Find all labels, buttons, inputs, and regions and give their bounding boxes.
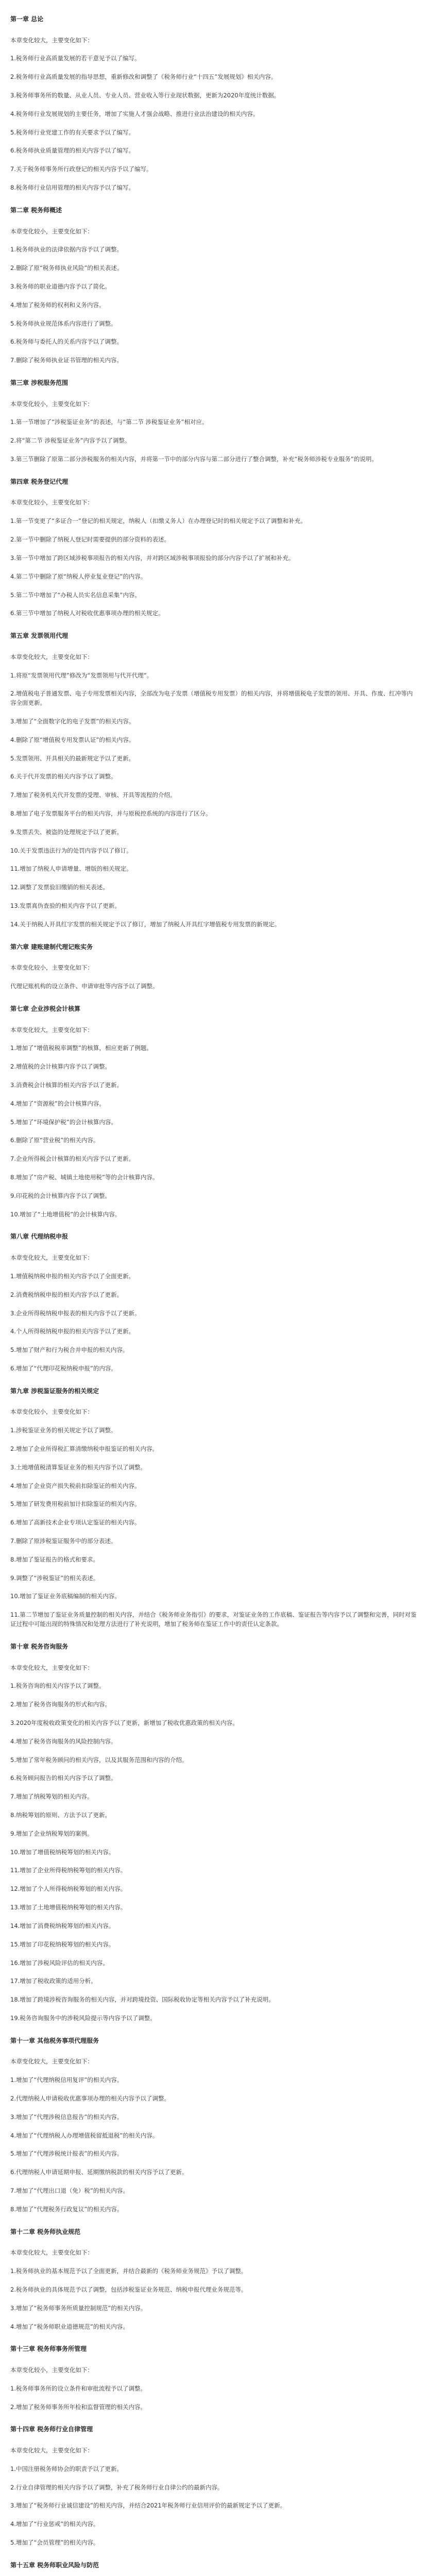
paragraph: 6.删除了原“营业税”的相关内容。 <box>10 1137 99 1144</box>
paragraph: 3.增加了“代理涉税信息报告”的相关内容。 <box>10 2113 123 2121</box>
chapter-title: 第十四章 税务师行业自律管理 <box>10 2426 93 2433</box>
paragraph: 本章变化较小，主要变化如下： <box>10 964 93 972</box>
chapter-section <box>10 197 418 370</box>
paragraph: 9.增加了企业纳税筹划的案例。 <box>10 1829 93 1837</box>
paragraph: 3.第三节删除了原第二部分涉税服务的相关内容，并将第一节中的部分内容与第二部分进行了整合调整，补充“税务师涉税专业服务”的说明。 <box>10 455 378 463</box>
paragraph: 9.印花税的会计核算内容予以了调整。 <box>10 1192 111 1199</box>
paragraph: 6.税务师执业质量管理的相关内容予以了编写。 <box>10 147 134 155</box>
paragraph: 8.税务师行业信用管理的相关内容予以了编写。 <box>10 184 134 192</box>
paragraph: 3.增加了“税务师事务所质量控制规范”的相关内容。 <box>10 2304 147 2312</box>
paragraph: 4.增加了“资源税”的会计核算内容。 <box>10 1099 105 1107</box>
chapter-title: 第十二章 税务师执业规范 <box>10 2228 81 2235</box>
paragraph: 4.第二节中删除了原“纳税人停业复业登记”的内容。 <box>10 572 147 580</box>
chapter-title: 第八章 代理纳税申报 <box>10 1233 69 1241</box>
chapter-section <box>10 469 418 623</box>
paragraph: 2.增加了税务师事务所年检和监督管理的相关内容。 <box>10 2403 146 2411</box>
paragraph: 1.税务咨询的相关内容予以了调整。 <box>10 1682 105 1690</box>
chapter-section <box>10 623 418 934</box>
paragraph: 2.消费税纳税申报的相关内容予以了更新。 <box>10 1291 123 1298</box>
paragraph: 11.第二节增加了鉴证业务质量控制的相关内容，并结合《税务师业务指引》的要求，对鉴证业务的工作底稿、鉴证报告等内容予以了调整和完善，同时对鉴证过程中可能出现的特殊情况和处理方法进行了补充说明，增加了税务师在鉴证工作中的责任认定条款。 <box>10 1611 417 1628</box>
chapter-title: 第十三章 税务师事务所管理 <box>10 2345 87 2353</box>
paragraph: 7.删除了原涉税鉴证服务中的部分表述。 <box>10 1537 117 1545</box>
paragraph: 13.增加了土地增值税纳税筹划的相关内容。 <box>10 1904 127 1911</box>
paragraph: 4.增加了税务咨询服务的风险控制内容。 <box>10 1737 117 1745</box>
chapter-section <box>10 2028 418 2219</box>
paragraph: 6.第三节中增加了纳税人对税收优惠事项办理的相关规定。 <box>10 609 164 617</box>
paragraph: 12.调整了发票验旧缴销的相关表述。 <box>10 884 109 891</box>
paragraph: 18.增加了跨境涉税咨询服务的相关内容，并对跨境投资、国际税收协定等相关内容予以了补充说明。 <box>10 1996 275 2004</box>
paragraph: 4.增加了企业资产损失税前扣除鉴证的相关内容。 <box>10 1482 141 1489</box>
paragraph: 3.2020年度税收政策变化的相关内容予以了更新，新增加了税收优惠政策的相关内容。 <box>10 1719 238 1726</box>
paragraph: 1.税务师行业高质量发展的若干意见予以了编写。 <box>10 55 141 62</box>
paragraph: 6.增加了“代理印花税纳税申报”的内容。 <box>10 1364 117 1372</box>
paragraph: 13.发票真伪查验的相关内容予以了更新。 <box>10 902 121 910</box>
paragraph: 4.增加了“税务师职业道德规范”的相关内容。 <box>10 2323 129 2330</box>
paragraph: 3.企业所得税纳税申报表的相关内容予以了更新。 <box>10 1309 141 1317</box>
chapter-section <box>10 996 418 1224</box>
chapter-title: 第四章 税务登记代理 <box>10 478 69 485</box>
paragraph: 2.将“第二节 涉税鉴证业务”内容予以了调整。 <box>10 437 131 445</box>
paragraph: 10.增加了增值税纳税筹划的相关内容。 <box>10 1848 115 1856</box>
paragraph: 5.增加了常年税务顾问的相关内容，以及其服务范围和内容的介绍。 <box>10 1756 188 1764</box>
paragraph: 本章变化较小，主要变化如下： <box>10 499 93 506</box>
paragraph: 2.税务师行业高质量发展的指导思想，重新修改和调整了《税务师行业“十四五”发展规划》相关内容。 <box>10 73 277 81</box>
paragraph: 1.第一节增加了“涉税鉴证业务”的表述，与“第二节 涉税鉴证业务”相对应。 <box>10 418 208 426</box>
paragraph: 5.增加了财产和行为税合并申报的相关内容。 <box>10 1346 129 1354</box>
paragraph: 8.增加了鉴证报告的格式和要求。 <box>10 1555 99 1563</box>
paragraph: 1.将原“发票领用代理”修改为“发票领用与代开代理”。 <box>10 671 153 679</box>
paragraph: 8.纳税筹划的原则、方法予以了更新。 <box>10 1811 111 1819</box>
paragraph: 3.消费税会计核算的相关内容予以了更新。 <box>10 1081 123 1089</box>
paragraph: 5.第二节中增加了“办税人员实名信息采集”内容。 <box>10 591 141 599</box>
paragraph: 8.增加了“房产税、城镇土地使用税”等的会计核算内容。 <box>10 1174 159 1181</box>
paragraph: 16.增加了涉税风险评估的相关内容。 <box>10 1959 109 1967</box>
chapter-section <box>10 1378 418 1634</box>
paragraph: 2.增加了企业所得税汇算清缴纳税申报鉴证的相关内容。 <box>10 1445 158 1452</box>
paragraph: 6.关于代开发票的相关内容予以了调整。 <box>10 773 117 781</box>
chapter-title: 第六章 建账建制代理记账实务 <box>10 943 93 951</box>
paragraph: 10.增加了“土地增值税”的会计核算内容。 <box>10 1210 121 1218</box>
chapter-section <box>10 6 418 197</box>
paragraph: 本章变化较大，主要变化如下： <box>10 2249 93 2257</box>
paragraph: 1.涉税鉴证业务的相关规定予以了调整。 <box>10 1427 117 1434</box>
chapter-title: 第三章 涉税服务范围 <box>10 379 69 386</box>
paragraph: 1.税务师执业的法律依据内容予以了调整。 <box>10 246 123 253</box>
paragraph: 4.税务师行业发展规划的主要任务，增加了实施人才强会战略、推进行业法治建设的相关内容。 <box>10 110 259 117</box>
paragraph: 代理记账机构的设立条件、申请审批等内容予以了调整。 <box>10 982 159 990</box>
paragraph: 7.增加了税务机关代开发票的受理、审核、开具等流程的介绍。 <box>10 791 176 799</box>
paragraph: 4.删除了原“增值税专用发票认证”的相关内容。 <box>10 736 135 743</box>
paragraph: 5.增加了“会员管理”的相关内容。 <box>10 2539 99 2546</box>
paragraph: 14.关于纳税人开具红字发票的相关规定予以了修订，增加了纳税人开具红字增值税专用发票的新规定。 <box>10 920 281 928</box>
paragraph: 10.增加了鉴证业务底稿编制的相关内容。 <box>10 1592 121 1600</box>
paragraph: 6.税务顾问报告的相关内容予以了调整。 <box>10 1774 117 1782</box>
chapter-title: 第五章 发票领用代理 <box>10 632 69 640</box>
chapter-title: 第二章 税务师概述 <box>10 206 62 214</box>
chapter-section <box>10 934 418 996</box>
paragraph: 7.增加了纳税筹划的相关内容。 <box>10 1793 93 1801</box>
paragraph: 1.增加了“代理纳税信用复评”的相关内容。 <box>10 2076 123 2084</box>
paragraph: 7.增加了“代理出口退（免）税”的相关内容。 <box>10 2187 129 2195</box>
chapter-section <box>10 370 418 469</box>
paragraph: 本章变化较大，主要变化如下： <box>10 1664 93 1671</box>
paragraph: 1.增值税纳税申报的相关内容予以了全面更新。 <box>10 1272 134 1280</box>
paragraph: 8.增加了电子发票服务平台的相关内容，并与原税控系统的内容进行了区分。 <box>10 810 212 818</box>
paragraph: 本章变化较小，主要变化如下： <box>10 1408 93 1416</box>
chapter-section <box>10 2416 418 2552</box>
paragraph: 9.调整了“涉税鉴证”的相关表述。 <box>10 1574 99 1582</box>
chapter-title: 第一章 总论 <box>10 15 44 23</box>
paragraph: 本章变化较大，主要变化如下： <box>10 653 93 660</box>
paragraph: 15.增加了印花税纳税筹划的相关内容。 <box>10 1940 115 1948</box>
paragraph: 1.增加了“增值税税率调整”的核算，相应更新了例题。 <box>10 1044 152 1052</box>
paragraph: 5.增加了“代理涉税统计报表”的相关内容。 <box>10 2150 123 2158</box>
chapter-section <box>10 2552 418 2576</box>
paragraph: 1.税务师事务所的设立条件和审批流程予以了调整。 <box>10 2384 146 2392</box>
paragraph: 3.税务师事务所的数量、从业人员、专业人员、营业收入等行业现状数据，更新为2020年度统计数据。 <box>10 92 280 99</box>
chapter-title: 第十五章 税务师职业风险与防范 <box>10 2561 99 2569</box>
chapter-title: 第九章 涉税鉴证服务的相关规定 <box>10 1387 99 1395</box>
paragraph: 3.土地增值税清算鉴证业务的相关内容予以了调整。 <box>10 1463 146 1471</box>
paragraph: 2.增值税电子普通发票、电子专用发票相关内容，全部改为电子发票（增值税专用发票）的相关内容，并将增值税电子发票的领用、开具、作废、红冲等内容全面更新。 <box>10 690 413 707</box>
chapter-section <box>10 2219 418 2336</box>
paragraph: 5.发票领用、开具相关的最新规定予以了更新。 <box>10 754 134 762</box>
chapter-section <box>10 1634 418 2028</box>
paragraph: 3.税务师的职业道德内容予以了简化。 <box>10 282 111 290</box>
paragraph: 3.第一节中增加了跨区域涉税事项报告的相关内容，并对跨区域涉税事项报验的部分内容予以了扩展和补充。 <box>10 554 295 562</box>
paragraph: 4.增加了“代理纳税人办理增值税留抵退税”的相关内容。 <box>10 2131 159 2139</box>
paragraph: 5.税务师行业党建工作的有关要求予以了编写。 <box>10 128 134 136</box>
chapter-title: 第十章 税务咨询服务 <box>10 1642 69 1650</box>
paragraph: 8.增加了“代理税务行政复议”的相关内容。 <box>10 2205 123 2213</box>
paragraph: 5.增加了研发费用税前加计扣除鉴证的相关内容。 <box>10 1500 141 1508</box>
paragraph: 19.税务咨询服务中的涉税风险提示等内容予以了调整。 <box>10 2014 156 2022</box>
paragraph: 2.代理纳税人申请税收优惠事项办理的相关内容予以了调整。 <box>10 2094 170 2102</box>
paragraph: 9.发票丢失、被盗的处理规定予以了更新。 <box>10 828 123 836</box>
paragraph: 2.第一节中删除了纳税人登记时需要提供的部分资料的表述。 <box>10 536 170 544</box>
paragraph: 本章变化较大，主要变化如下： <box>10 2058 93 2065</box>
paragraph: 4.个人所得税纳税申报的相关内容予以了更新。 <box>10 1328 134 1335</box>
paragraph: 4.增加了“行业惩戒”的相关内容。 <box>10 2520 99 2528</box>
paragraph: 2.税务师执业的具体规范予以了调整，包括涉税鉴证业务规范、纳税申报代理业务规范等。 <box>10 2285 247 2293</box>
paragraph: 3.增加了“税务师行业诚信建设”的相关内容，并结合2021年税务师行业信用评价的最新规定予以了更新。 <box>10 2502 286 2510</box>
paragraph: 6.代理纳税人申请延期申报、延期缴纳税款的相关内容予以了更新。 <box>10 2168 188 2176</box>
paragraph: 10.关于发票违法行为的处罚内容予以了修订。 <box>10 846 132 854</box>
paragraph: 12.增加了个人所得税纳税筹划的相关内容。 <box>10 1885 127 1893</box>
paragraph: 4.增加了税务师的权利和义务内容。 <box>10 301 105 309</box>
paragraph: 11.增加了企业所得税纳税筹划的相关内容。 <box>10 1867 127 1874</box>
paragraph: 3.增加了“全面数字化的电子发票”的相关内容。 <box>10 717 135 725</box>
paragraph: 本章变化较大，主要变化如下： <box>10 2446 93 2454</box>
paragraph: 11.增加了纳税人申请增量、增版的相关规定。 <box>10 865 132 873</box>
paragraph: 2.行业自律管理的相关内容予以了调整，补充了税务师行业自律公约的最新内容。 <box>10 2483 224 2491</box>
paragraph: 2.增加了税务咨询服务的形式和内容。 <box>10 1701 111 1708</box>
paragraph: 本章变化较小，主要变化如下： <box>10 400 93 408</box>
paragraph: 1.中国注册税务师协会的职责予以了更新。 <box>10 2465 123 2472</box>
paragraph: 本章变化较大，主要变化如下： <box>10 1026 93 1033</box>
chapter-section <box>10 2336 418 2416</box>
chapter-title: 第十一章 其他税务事项代理服务 <box>10 2037 99 2044</box>
paragraph: 14.增加了消费税纳税筹划的相关内容。 <box>10 1922 115 1929</box>
paragraph: 7.删除了税务师执业证书管理的相关内容。 <box>10 357 123 364</box>
paragraph: 2.增值税的会计核算内容予以了调整。 <box>10 1063 111 1071</box>
paragraph: 7.企业所得税会计核算的相关内容予以了更新。 <box>10 1155 134 1163</box>
paragraph: 1.第一节变更了“多证合一”登记的相关规定，纳税人（扣缴义务人）在办理登记时的相关规定予以了调整和补充。 <box>10 517 306 525</box>
paragraph: 1.税务师执业的基本规范予以了全面更新，并结合最新的《税务师业务规范》予以了调整。 <box>10 2267 247 2275</box>
paragraph: 5.增加了“环境保护税”的会计核算内容。 <box>10 1118 117 1126</box>
paragraph: 2.删除了原“税务师执业风险”的相关表述。 <box>10 264 123 272</box>
paragraph: 6.税务师与委托人的关系内容予以了调整。 <box>10 338 123 346</box>
paragraph: 本章变化较大，主要变化如下： <box>10 1254 93 1262</box>
paragraph: 本章变化较小，主要变化如下： <box>10 227 93 235</box>
paragraph: 5.税务师执业规范体系内容进行了调整。 <box>10 319 117 327</box>
chapter-section <box>10 1224 418 1378</box>
paragraph: 6.增加了高新技术企业专项认定鉴证的相关内容。 <box>10 1519 141 1527</box>
chapter-title: 第七章 企业涉税会计核算 <box>10 1005 81 1012</box>
paragraph: 本章变化较大，主要变化如下： <box>10 36 93 44</box>
paragraph: 本章变化较小，主要变化如下： <box>10 2366 93 2374</box>
paragraph: 17.增加了税收政策的适用分析。 <box>10 1977 97 1985</box>
paragraph: 7.关于税务师事务所行政登记的相关内容予以了编写。 <box>10 165 152 173</box>
